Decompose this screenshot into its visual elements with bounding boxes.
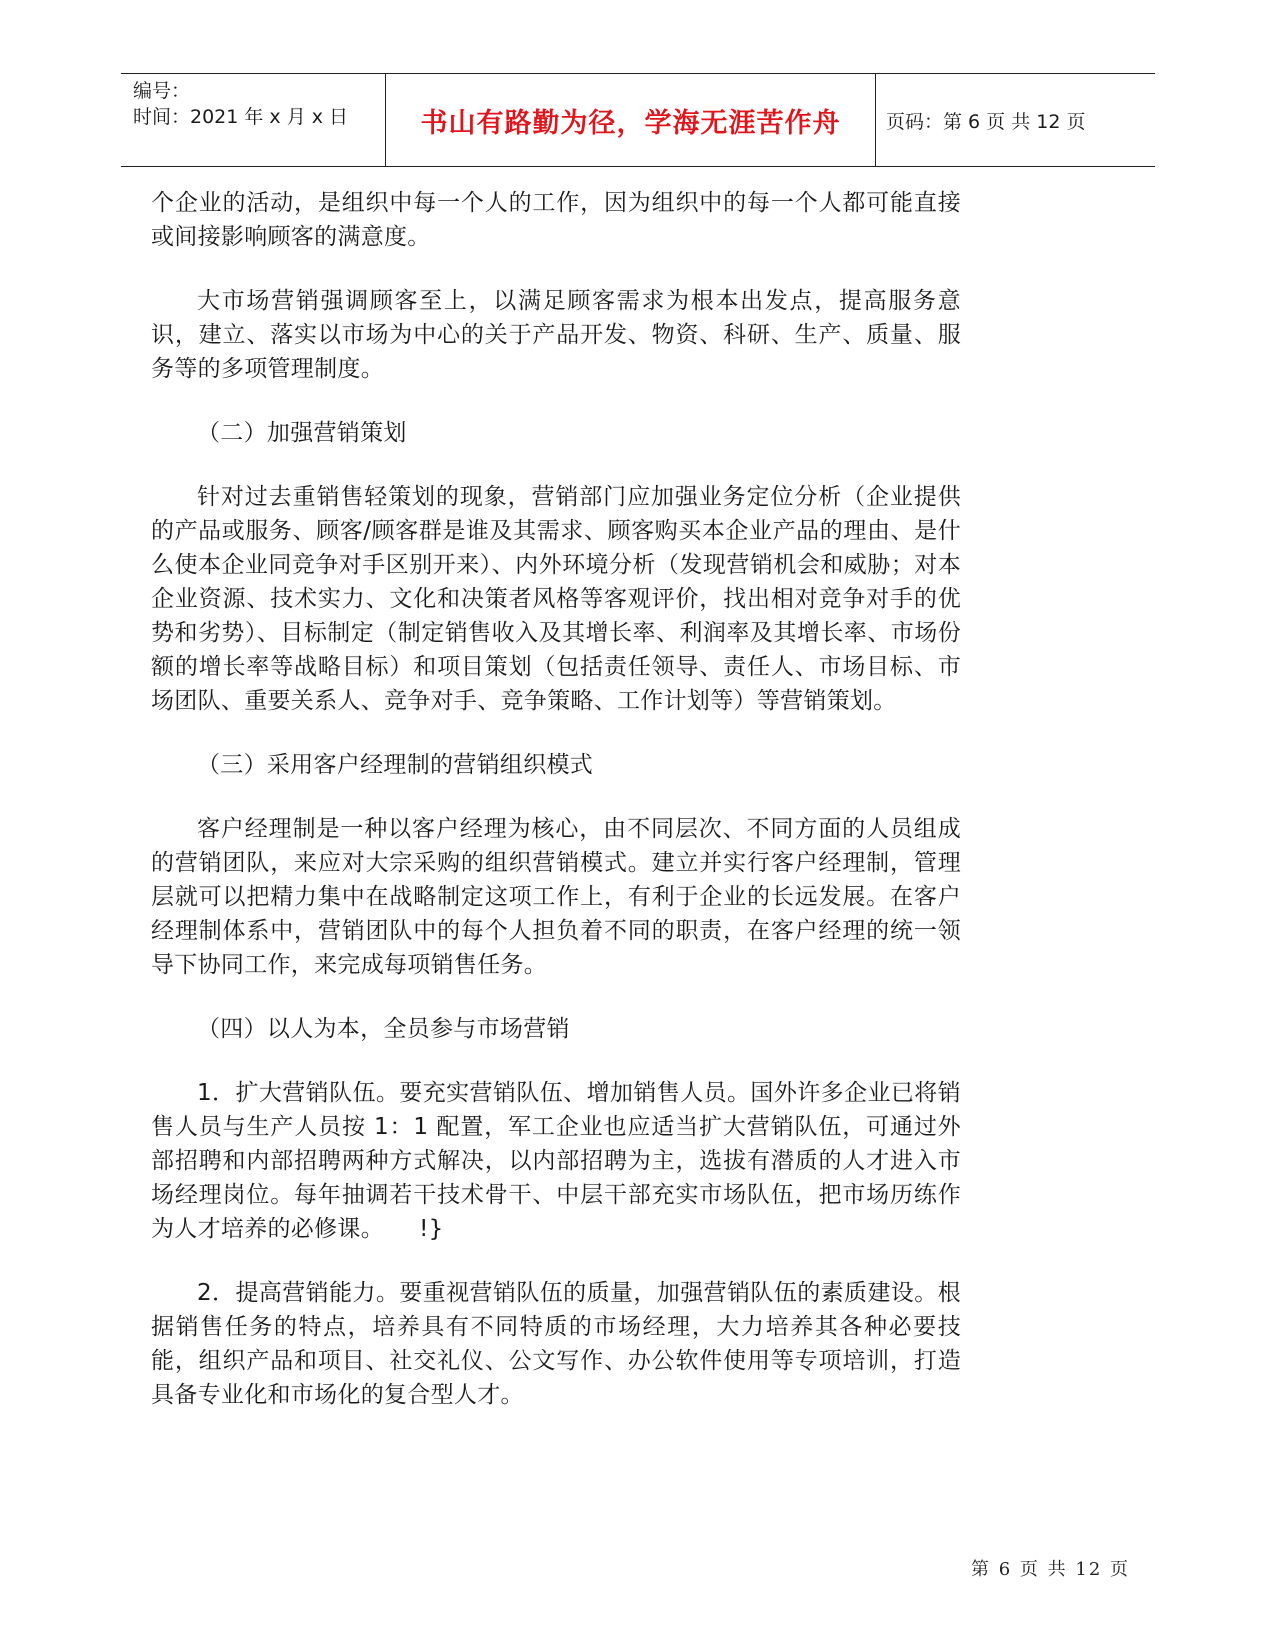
paragraph-2: 大市场营销强调顾客至上，以满足顾客需求为根本出发点，提高服务意识，建立、落实以市场为中心的关于产品开发、物资、科研、生产、质量、服务等的多项管理制度。 <box>151 288 961 382</box>
header-page-cell <box>876 74 1155 166</box>
paragraph-1: 个企业的活动，是组织中每一个人的工作，因为组织中的每一个人都可能直接或间接影响顾客的满意度。 <box>151 190 961 250</box>
document-body <box>151 186 961 1442</box>
paragraph-4: 客户经理制是一种以客户经理为核心，由不同层次、不同方面的人员组成的营销团队，来应对大宗采购的组织营销模式。建立并实行客户经理制，管理层就可以把精力集中在战略制定这项工作上，有利于企业的长远发展。在客户经理制体系中，营销团队中的每个人担负着不同的职责，在客户经理的统一领导下协同工作，来完成每项销售任务。 <box>151 816 961 978</box>
paragraph-6: 2．提高营销能力。要重视营销队伍的质量，加强营销队伍的素质建设。根据销售任务的特点，培养具有不同特质的市场经理，大力培养其各种必要技能，组织产品和项目、社交礼仪、公文写作、办公软件使用等专项培训，打造具备专业化和市场化的复合型人才。 <box>151 1280 961 1408</box>
document-header <box>121 73 1155 167</box>
document-number-label: 编号： <box>133 80 191 102</box>
header-meta-cell <box>121 74 386 166</box>
paragraph-3: 针对过去重销售轻策划的现象，营销部门应加强业务定位分析（企业提供的产品或服务、顾客/顾客群是谁及其需求、顾客购买本企业产品的理由、是什么使本企业同竞争对手区别开来）、内外环境分析（发现营销机会和威胁；对本企业资源、技术实力、文化和决策者风格等客观评价，找出相对竞争对手的优势和劣势）、目标制定（制定销售收入及其增长率、利润率及其增长率、市场份额的增长率等战略目标）和项目策划（包括责任领导、责任人、市场目标、市场团队、重要关系人、竞争对手、竞争策略、工作计划等）等营销策划。 <box>151 484 961 714</box>
section-heading-3: （三）采用客户经理制的营销组织模式 <box>197 752 594 778</box>
header-motto: 书山有路勤为径，学海无涯苦作舟 <box>420 107 841 139</box>
header-page-number: 页码：第 6 页 共 12 页 <box>886 110 1086 133</box>
section-heading-2: （二）加强营销策划 <box>197 420 407 446</box>
paragraph-5: 1．扩大营销队伍。要充实营销队伍、增加销售人员。国外许多企业已将销售人员与生产人员按 1：1 配置，军工企业也应适当扩大营销队伍，可通过外部招聘和内部招聘两种方式解决，以内部招聘为主，选拔有潜质的人才进入市场经理岗位。每年抽调若干技术骨干、中层干部充实市场队伍，把市场历练作为人才培养的必修课。 !} <box>151 1080 961 1242</box>
section-heading-4: （四）以人为本，全员参与市场营销 <box>197 1016 570 1042</box>
page-footer: 第 6 页 共 12 页 <box>971 1559 1130 1580</box>
document-time-label: 时间：2021 年 x 月 x 日 <box>133 106 349 128</box>
header-motto-cell <box>386 74 876 166</box>
